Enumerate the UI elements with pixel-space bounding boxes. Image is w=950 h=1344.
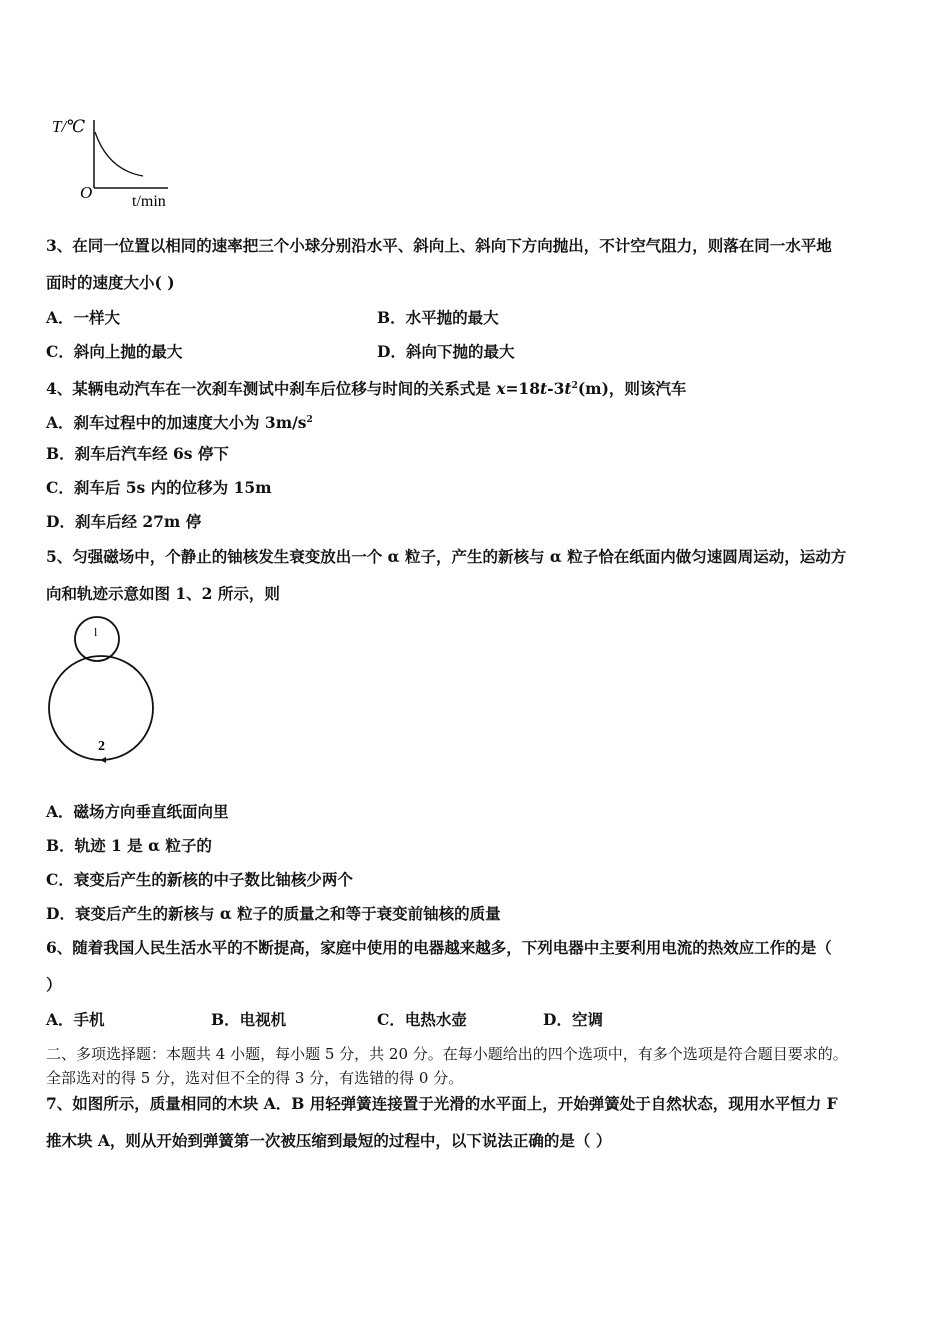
track-1-circle	[75, 617, 119, 661]
q6-option-b: B．电视机	[211, 1010, 287, 1029]
q3-option-d: D．斜向下抛的最大	[377, 342, 515, 361]
graph-origin-label: O	[80, 183, 93, 202]
q4-option-a	[46, 410, 313, 433]
q5-option-b: B．轨迹 1 是 α 粒子的	[46, 836, 212, 855]
q4-eq-x: x	[496, 379, 506, 398]
q4-stem-suffix: ，则该汽车	[608, 379, 687, 398]
q6-stem-line2: ）	[46, 975, 62, 994]
q4-option-d: D．刹车后经 27m 停	[46, 512, 202, 531]
q6-stem-line1: 6、随着我国人民生活水平的不断提高，家庭中使用的电器越来越多，下列电器中主要利用电流的热效应工作的是（	[46, 938, 832, 957]
q4-option-a-sup: 2	[306, 415, 313, 425]
q5-option-a: A．磁场方向垂直纸面向里	[46, 802, 229, 821]
track-2-arrow	[100, 757, 106, 763]
section2-instructions-line2: 全部选对的得 5 分，选对但不全的得 3 分，有选错的得 0 分。	[46, 1069, 464, 1087]
q5-option-c: C．衰变后产生的新核的中子数比铀核少两个	[46, 870, 353, 889]
q4-stem	[46, 376, 686, 399]
q5-stem-line1: 5、匀强磁场中，个静止的铀核发生衰变放出一个 α 粒子，产生的新核与 α 粒子恰在纸面内做匀速圆周运动，运动方	[46, 547, 847, 566]
q3-option-b: B．水平抛的最大	[377, 308, 499, 327]
q6-option-c: C．电热水壶	[377, 1010, 467, 1029]
q4-eq-mid: =18	[505, 379, 540, 398]
q4-eq-t2: t	[564, 379, 572, 398]
q6-option-d: D．空调	[543, 1010, 603, 1029]
q4-eq-sup: 2	[571, 381, 578, 391]
q4-option-b: B．刹车后汽车经 6s 停下	[46, 444, 229, 463]
graph-y-label: T/℃	[52, 117, 86, 136]
temperature-time-graph	[48, 110, 188, 215]
q3-option-c: C．斜向上抛的最大	[46, 342, 183, 361]
q5-option-d: D．衰变后产生的新核与 α 粒子的质量之和等于衰变前铀核的质量	[46, 904, 501, 923]
q3-stem-line2: 面时的速度大小( )	[46, 273, 175, 292]
q4-eq-unit: (m)	[577, 379, 609, 398]
q7-stem-line1: 7、如图所示，质量相同的木块 A．B 用轻弹簧连接置于光滑的水平面上，开始弹簧处于自然状态，现用水平恒力 F	[46, 1094, 838, 1113]
q7-stem-line2: 推木块 A，则从开始到弹簧第一次被压缩到最短的过程中，以下说法正确的是（ ）	[46, 1131, 612, 1150]
q4-stem-prefix: 4、某辆电动汽车在一次刹车测试中刹车后位移与时间的关系式是	[46, 379, 497, 398]
track-2-label: 2	[98, 739, 105, 754]
q3-stem-line1: 3、在同一位置以相同的速率把三个小球分别沿水平、斜向上、斜向下方向抛出，不计空气阻力，则落在同一水平地	[46, 236, 832, 255]
decay-track-figure	[44, 612, 164, 767]
graph-x-label: t/min	[132, 193, 166, 210]
q4-option-c: C．刹车后 5s 内的位移为 15m	[46, 478, 272, 497]
graph-cooling-curve	[95, 132, 143, 176]
q3-option-a: A．一样大	[46, 308, 121, 327]
track-1-label: l	[94, 625, 98, 639]
q4-eq-t1: t	[540, 379, 548, 398]
q6-option-a: A．手机	[46, 1010, 105, 1029]
section2-instructions-line1: 二、多项选择题：本题共 4 小题，每小题 5 分，共 20 分。在每小题给出的四个选项中，有多个选项是符合题目要求的。	[46, 1045, 848, 1063]
q4-option-a-text: A．刹车过程中的加速度大小为 3m/s	[46, 413, 307, 432]
q4-eq-minus: -3	[547, 379, 565, 398]
q5-stem-line2: 向和轨迹示意如图 1、2 所示，则	[46, 584, 280, 603]
